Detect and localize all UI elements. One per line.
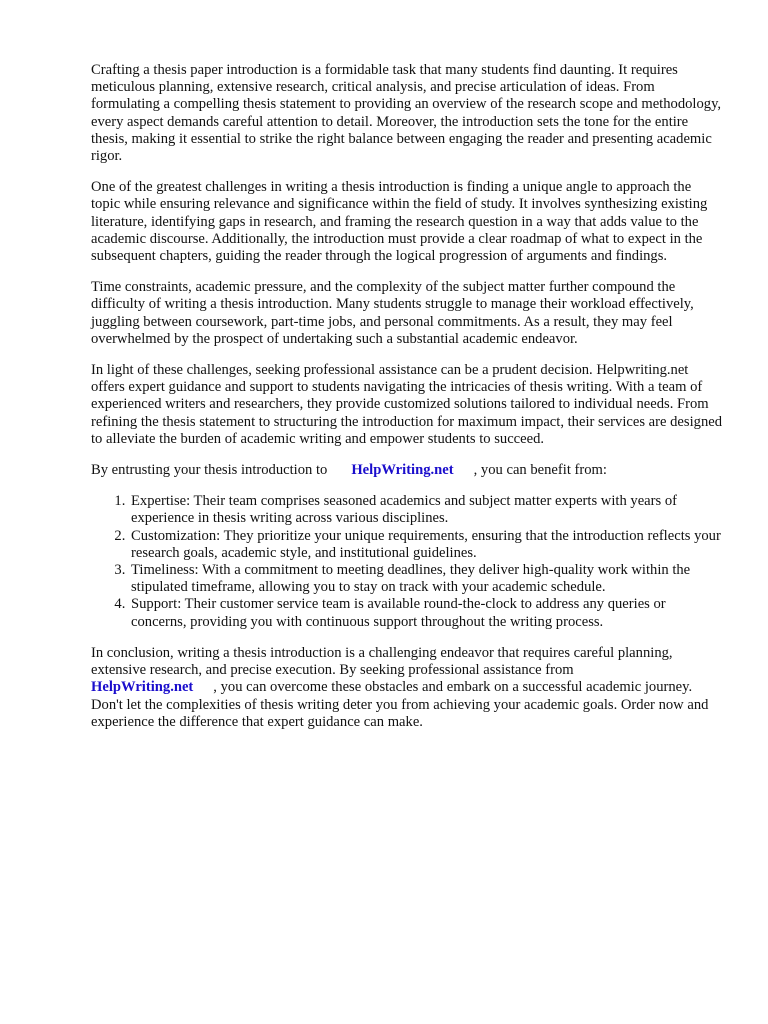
benefit-item-timeliness: 3. Timeliness: With a commitment to meeting deadlines, they deliver high-quality work within the stipulated timeframe, allowing you to stay on track with your academic schedule. — [129, 562, 723, 596]
helpwriting-link-conclusion[interactable]: HelpWriting.net — [91, 679, 194, 696]
helpwriting-link[interactable]: HelpWriting.net — [351, 462, 454, 479]
paragraph-assistance: In light of these challenges, seeking professional assistance can be a prudent decision. Helpwriting.net offers expert guidance and support to students navigating the intricacies of thesis writing. With a team of experienced writers and researchers, they provide customized solutions tailored to individual needs. From refining the thesis statement to structuring the introduction for maximum impact, their services are designed to alleviate the burden of academic writing and empower students to succeed. — [91, 362, 723, 447]
document-page — [91, 62, 723, 745]
paragraph-challenges: One of the greatest challenges in writing a thesis introduction is finding a unique angle to approach the topic while ensuring relevance and significance within the field of study. It involves synthesizing existing literature, identifying gaps in research, and framing the research question in a way that adds value to the academic discourse. Additionally, the introduction must provide a clear roadmap of what to expect in the subsequent chapters, guiding the reader through the logical progression of arguments and findings. — [91, 179, 708, 265]
benefit-item-support: 4. Support: Their customer service team is available round-the-clock to address any queries or concerns, providing you with continuous support throughout the writing process. — [129, 596, 723, 630]
paragraph-intro: Crafting a thesis paper introduction is a formidable task that many students find daunting. It requires meticulous planning, extensive research, critical analysis, and precise articulation of ideas. From formulating a compelling thesis statement to providing an overview of the research scope and methodology, every aspect demands careful attention to detail. Moreover, the introduction sets the tone for the entire thesis, making it essential to strike the right balance between engaging the reader and presenting academic rigor. — [91, 62, 722, 165]
benefit-item-customization: 2. Customization: They prioritize your unique requirements, ensuring that the introduction reflects your research goals, academic style, and institutional guidelines. — [129, 528, 723, 562]
benefits-intro-suffix: , you can benefit from: — [473, 462, 607, 479]
benefit-item-expertise: 1. Expertise: Their team comprises seasoned academics and subject matter experts with years of experience in thesis writing across various disciplines. — [129, 493, 723, 527]
benefits-intro — [91, 462, 723, 479]
paragraph-constraints: Time constraints, academic pressure, and the complexity of the subject matter further compound the difficulty of writing a thesis introduction. Many students struggle to manage their workload effectively, juggling between coursework, part-time jobs, and personal commitments. As a result, they may feel overwhelmed by the prospect of undertaking such a substantial academic endeavor. — [91, 279, 694, 347]
benefits-list — [91, 493, 723, 631]
conclusion-text-start: In conclusion, writing a thesis introduction is a challenging endeavor that requires careful planning, extensive research, and precise execution. By seeking professional assistance from — [91, 644, 673, 679]
conclusion-text-end: , you can overcome these obstacles and embark on a successful academic journey. Don't let the complexities of thesis writing deter you from achieving your academic goals. Order now and experience the difference that expert guidance can make. — [91, 679, 709, 730]
paragraph-conclusion — [91, 645, 723, 731]
benefits-intro-text: By entrusting your thesis introduction to — [91, 462, 328, 479]
